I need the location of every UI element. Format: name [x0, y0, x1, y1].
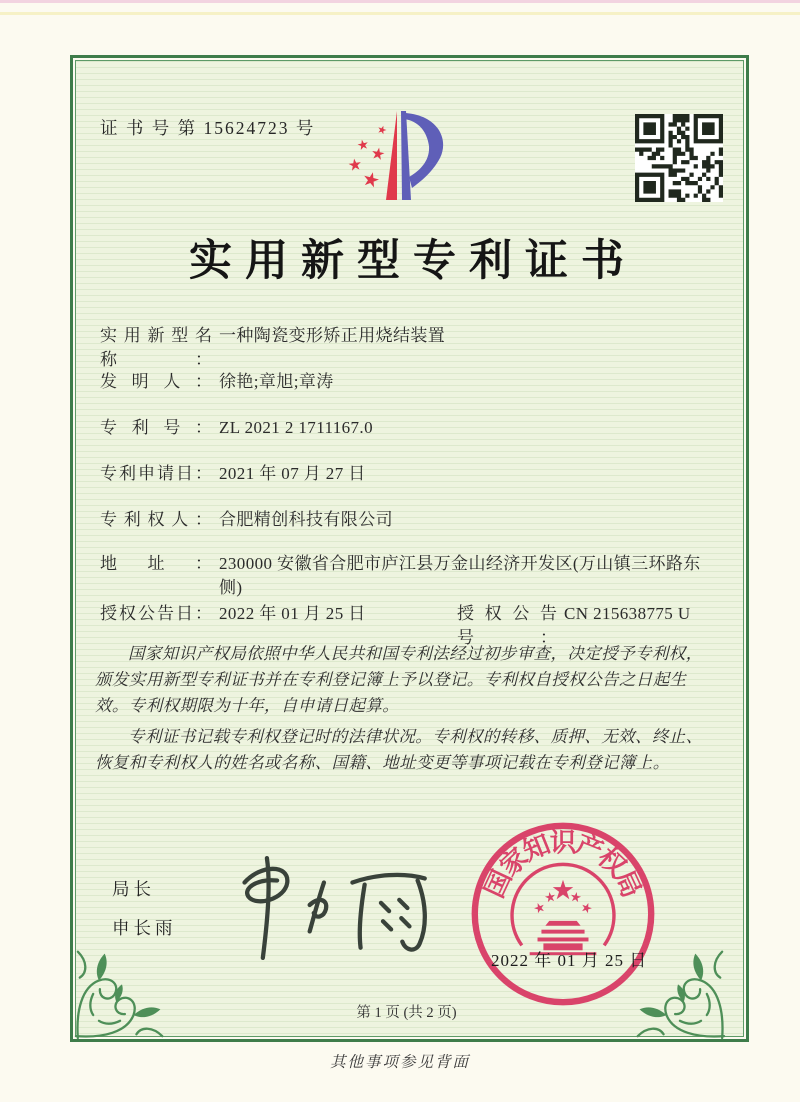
field-value: 230000 安徽省合肥市庐江县万金山经济开发区(万山镇三环路东侧)	[219, 554, 701, 597]
seal-char: 权	[592, 841, 633, 882]
officer-signature-icon	[212, 852, 444, 964]
field-label: 专利权人：	[100, 510, 212, 529]
qr-code	[635, 114, 723, 202]
field-label: 发明人：	[100, 372, 212, 391]
field-label: 授权公告日：	[100, 604, 212, 623]
field-label: 实用新型名称：	[100, 326, 212, 369]
field-value: CN 215638775 U	[564, 604, 691, 623]
page-number: 第 1 页 (共 2 页)	[356, 1005, 457, 1021]
cnipa-logo-icon	[327, 108, 477, 220]
scan-edge-pink	[0, 0, 800, 3]
field-label: 专利申请日：	[100, 464, 212, 483]
field-value: 徐艳;章旭;章涛	[219, 372, 334, 391]
field-value: 2022 年 01 月 25 日	[219, 604, 366, 623]
field-patentee	[100, 508, 393, 532]
legal-paragraph-1: 国家知识产权局依照中华人民共和国专利法经过初步审查，决定授予专利权，颁发实用新型专利证书并在专利登记簿上予以登记。专利权自授权公告之日起生效。专利权期限为十年，自申请日起算。	[95, 644, 703, 715]
field-value: ZL 2021 2 1711167.0	[219, 418, 373, 437]
legal-text	[95, 641, 719, 781]
legal-paragraph-2: 专利证书记载专利权登记时的法律状况。专利权的转移、质押、无效、终止、恢复和专利权人的姓名或名称、国籍、地址变更等事项记载在专利登记簿上。	[95, 727, 703, 772]
field-inventors	[100, 370, 334, 394]
field-value: 一种陶瓷变形矫正用烧结装置	[219, 326, 446, 345]
field-utility-model-name	[100, 324, 445, 372]
field-grant-row	[100, 602, 720, 647]
officer-title: 局长	[112, 879, 155, 899]
seal-char: 局	[608, 865, 648, 903]
field-filing-date	[100, 462, 366, 486]
seal-char: 产	[571, 828, 608, 867]
field-value: 2021 年 07 月 27 日	[219, 464, 366, 483]
field-label: 专利号：	[100, 418, 212, 437]
field-label: 地址：	[100, 554, 212, 573]
floral-corner-ornament-icon	[74, 944, 170, 1040]
field-label: 授权公告号：	[457, 604, 557, 647]
seal-char: 知	[518, 828, 555, 867]
seal-date: 2022 年 01 月 25 日	[491, 951, 648, 970]
seal-char: 家	[493, 841, 534, 882]
certificate-number: 证 书 号 第 15624723 号	[100, 118, 316, 138]
cnipa-official-seal	[465, 816, 661, 1012]
national-emblem-icon	[512, 864, 614, 955]
field-value: 合肥精创科技有限公司	[219, 510, 393, 529]
field-address	[100, 552, 721, 600]
back-note: 其他事项参见背面	[329, 1054, 470, 1071]
seal-char: 识	[549, 827, 577, 858]
seal-char: 国	[478, 865, 518, 903]
field-patent-number	[100, 416, 373, 440]
officer-name: 申长雨	[112, 918, 177, 938]
officer-block	[112, 876, 177, 954]
certificate-title: 实用新型专利证书	[189, 238, 637, 285]
scan-edge-yellow	[0, 12, 800, 15]
